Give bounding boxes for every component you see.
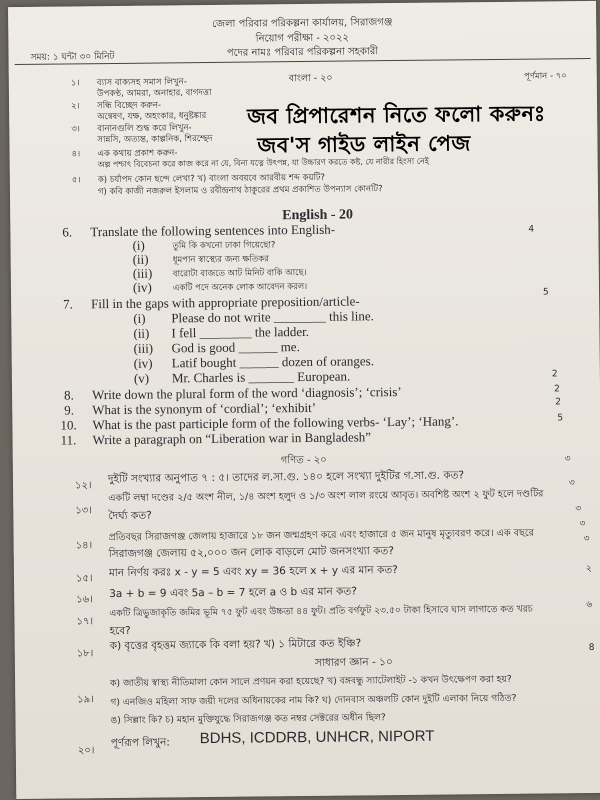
english-q7-num: 7. [63, 296, 73, 312]
math-q15-mark: ৩ [579, 519, 586, 530]
english-q9: What is the synonym of ‘cordial’; ‘exhibit’ [92, 399, 317, 418]
gk-q20-num: ২০। [77, 745, 95, 757]
english-q10: What is the past participle form of the following verbs- ‘Lay’; ‘Hang’. [92, 413, 459, 433]
math-q18-num: ১৮। [76, 648, 94, 660]
bangla-q2: সন্ধি বিচ্ছেদ করুন- [97, 100, 161, 112]
english-q7-mark: 5 [542, 287, 549, 298]
q6-item-1-num: (i) [132, 237, 145, 253]
q7-item-5: Mr. Charles is _______ European. [171, 368, 351, 386]
exam-title: নিয়োগ পরীক্ষা - ২০২২ [255, 32, 350, 45]
q7-item-2: I fell ________ the ladder. [171, 323, 310, 341]
q7-item-4: Latif bought ______ dozen of oranges. [171, 353, 375, 371]
gk-q19-c: ঙ) সিল্লাং কি? চ) মহান মুক্তিযুদ্ধে সিরাজগঞ্জ কত নম্বর সেক্টরের অধীন ছিল? [110, 712, 386, 727]
gk-q20-label: পূর্ণরূপ লিখুন: [110, 736, 170, 750]
english-q9-num: 9. [64, 402, 75, 418]
bangla-q5: ক) চর্যাপদ কোন ছন্দে লেখা? খ) বাংলা অবয়বে আরবীয় শব্দ কয়টি? [97, 172, 326, 186]
math-q16: 3a + b = 9 এবং 5a – b = 7 হলে a ও b এর মান কত? [109, 585, 357, 601]
english-q11: Write a paragraph on “Liberation war in Bangladesh” [92, 429, 372, 448]
math-q17-num: ১৭। [76, 616, 94, 628]
q6-item-3: বারোটা বাজতে আট মিনিট বাকি আছে। [172, 267, 307, 280]
math-q14: প্রতিবছর সিরাজগঞ্জ জেলায় হাজারে ১৮ জন জন্মগ্রহণ করে এবং হাজারে ৫ জন মানুষ মৃত্যুবরণ করে। এক বছরে [108, 527, 535, 544]
bangla-section-title: বাংলা - ২০ [288, 72, 333, 85]
math-q13-num: ১৩। [75, 505, 92, 517]
english-q6: Translate the following sentences into English- [90, 221, 336, 240]
math-q18-mark: ৬ [586, 599, 593, 611]
math-section-title: গণিত - ২০ [280, 454, 327, 467]
bangla-q1-num: ১। [70, 78, 80, 89]
bangla-q3-num: ৩। [71, 124, 80, 135]
overlay-follow-text: জব প্রিপারেশন নিতে ফলো করুনঃ [247, 101, 546, 129]
q7-item-2-num: (ii) [133, 325, 150, 341]
english-q6-mark: 4 [528, 224, 535, 235]
gk-q19-a: ক) জাতীয় স্বাস্থ্য নীতিমালা কোন সালে প্রণয়ন করা হয়েছে? খ) বঙ্গবন্ধু স্যাটেলাইট -১ কখন উৎক্ষেপণ করা হয়? [110, 673, 512, 690]
full-marks: পূর্ণমান - ৭০ [524, 71, 567, 82]
q7-item-5-num: (v) [133, 370, 150, 386]
gk-q19-mark: 8 [588, 642, 595, 654]
english-q6-num: 6. [62, 224, 73, 240]
q6-item-4-num: (iv) [132, 279, 152, 295]
q7-item-4-num: (iv) [133, 355, 153, 371]
post-name: পদের নামঃ পরিবার পরিকল্পনা সহকারী [226, 46, 379, 59]
math-q14-num: ১৪। [75, 540, 93, 552]
math-q17-sub: হবে? [109, 624, 131, 638]
math-q16-num: ১৬। [76, 594, 93, 606]
q6-item-4: একটি পদে অনেক লোক আবেদন করল। [172, 281, 308, 294]
exam-time: সময়: ১ ঘন্টা ৩০ মিনিট [30, 51, 115, 63]
overlay-page-name: জব'স গাইড লাইন পেজ [257, 131, 471, 158]
q7-item-1: Please do not write ________ this line. [171, 308, 374, 326]
bangla-q2-sub: অন্বেষণ, যক্ষ, অহংকার, ধনুষ্টঙ্কার [97, 111, 207, 123]
q7-item-3: God is good ______ me. [171, 339, 300, 356]
english-q8: Write down the plural form of the word ‘diagnosis’; ‘crisis’ [92, 383, 402, 403]
math-q12-mark: ৩ [564, 454, 571, 465]
math-q13-mark: ৩ [568, 478, 575, 489]
math-q14-sub: সিরাজগঞ্জ জেলায় ৫২,০০০ জন লোক বাড়লে মোট জনসংখ্যা কত? [108, 545, 394, 561]
bangla-q3: বানানগুলি শুদ্ধ করে লিখুন- [97, 123, 192, 135]
bangla-q2-num: ২। [71, 101, 80, 112]
english-q11-num: 11. [60, 432, 77, 448]
q6-item-2-num: (ii) [132, 251, 149, 267]
q6-item-3-num: (iii) [132, 265, 153, 281]
math-q15-num: ১৫। [75, 573, 93, 585]
bangla-q4: এক কথায় প্রকাশ করুন- [97, 148, 178, 160]
bangla-q4-num: ৪। [71, 149, 81, 160]
math-q12-num: ১২। [74, 480, 92, 492]
exam-paper [8, 1, 600, 799]
q6-item-2: ধূমপান স্বাস্থ্যের জন্য ক্ষতিকর [172, 254, 269, 266]
gk-q19-b: গ) এনজিও মহিলা সাফ জয়ী দলের অধিনায়কের নাম কি? ঘ) দোনবাস অঞ্চলটি কোন দুইটি এলাকা নিয়ে গঠিত? [110, 692, 517, 709]
math-q13: একটি লম্বা দণ্ডের ২/৫ অংশ নীল, ১/৪ অংশ হলুদ ও ১/৩ অংশ লাল রংয়ে আবৃত। অবশিষ্ট অংশ ২ ফুট হলে দণ্ডটির [108, 488, 544, 505]
bangla-q3-sub: সান্নসি, অত্যন্ত, কাল্পনিক, শিরশ্ছেদ [97, 133, 213, 146]
math-q15: মান নির্ণয় করঃ x - y = 5 এবং xy = 36 হলে x + y এর মান কত? [108, 564, 398, 580]
math-q17-mark: ২ [585, 563, 592, 575]
english-q8-num: 8. [64, 387, 74, 403]
math-q12: দুইটি সংখ্যার অনুপাত ৭ : ৫। তাদের ল.সা.গু. ১৪০ হলে সংখ্যা দুইটির গ.সা.গু. কত? [107, 469, 465, 486]
q6-item-1: তুমি কি কখনো ঢাকা গিয়েছো? [172, 240, 276, 252]
q7-item-1-num: (i) [133, 310, 146, 326]
math-q13-sub: দৈর্ঘ্য কত? [108, 509, 152, 523]
math-q18: ক) বৃত্তের বৃহত্তম জ্যাকে কি বলা হয়? খ) ১ মিটারে কত ইঞ্চি? [109, 637, 362, 653]
bangla-q5-num: ৫। [71, 175, 81, 186]
gk-section-title: সাধারণ জ্ঞান - ১০ [314, 656, 393, 669]
bangla-q1-sub: উপকণ্ঠ, আমরা, অনাহার, বাগদত্তা [96, 87, 212, 100]
english-q10-mark: 2 [555, 397, 561, 408]
bangla-q4-sub: অল্প পশ্চাৎ বিবেচনা করে কাজ করে না যে, বিনা যত্নে উৎপন্ন, যা উচ্চারণ করতে কষ্ট, যে নারীর হিংসা নেই [97, 156, 429, 170]
gk-q19-num: ১৯। [77, 694, 94, 706]
bangla-q5-sub: গ) কবি কাজী নজরুল ইসলাম ও রবীন্দ্রনাথ ঠাকুরের প্রথম প্রকাশিত উপন্যাস কোনটি? [97, 184, 383, 198]
english-q10-num: 10. [60, 417, 77, 433]
office-name: জেলা পরিবার পরিকল্পনা কার্যালয়, সিরাজগঞ্জ [211, 17, 393, 30]
english-q8-mark: 2 [551, 369, 558, 380]
bangla-q1: ব্যাস বাক্যসহ সমাস লিখুন- [96, 77, 187, 89]
gk-q20-text: BDHS, ICDDRB, UNHCR, NIPORT [199, 727, 435, 748]
english-q7: Fill in the gaps with appropriate preposition/article- [91, 293, 360, 312]
math-q16-mark: ৩ [583, 534, 590, 545]
math-q17: একটি ত্রিভুজাকৃতি জমির ভূমি ৭৫ ফুট এবং উচ্চতা ৪৪ ফুট। প্রতি বর্গফুট ২৩.৫০ টাকা হিসাবে ঘাস লাগাতে কত খরচ [109, 603, 533, 620]
q7-item-3-num: (iii) [133, 340, 154, 356]
english-q9-mark: 2 [553, 384, 560, 395]
english-section-title: English - 20 [282, 207, 354, 224]
math-q14-mark: ৩ [575, 504, 582, 515]
english-q11-mark: 5 [557, 413, 564, 424]
